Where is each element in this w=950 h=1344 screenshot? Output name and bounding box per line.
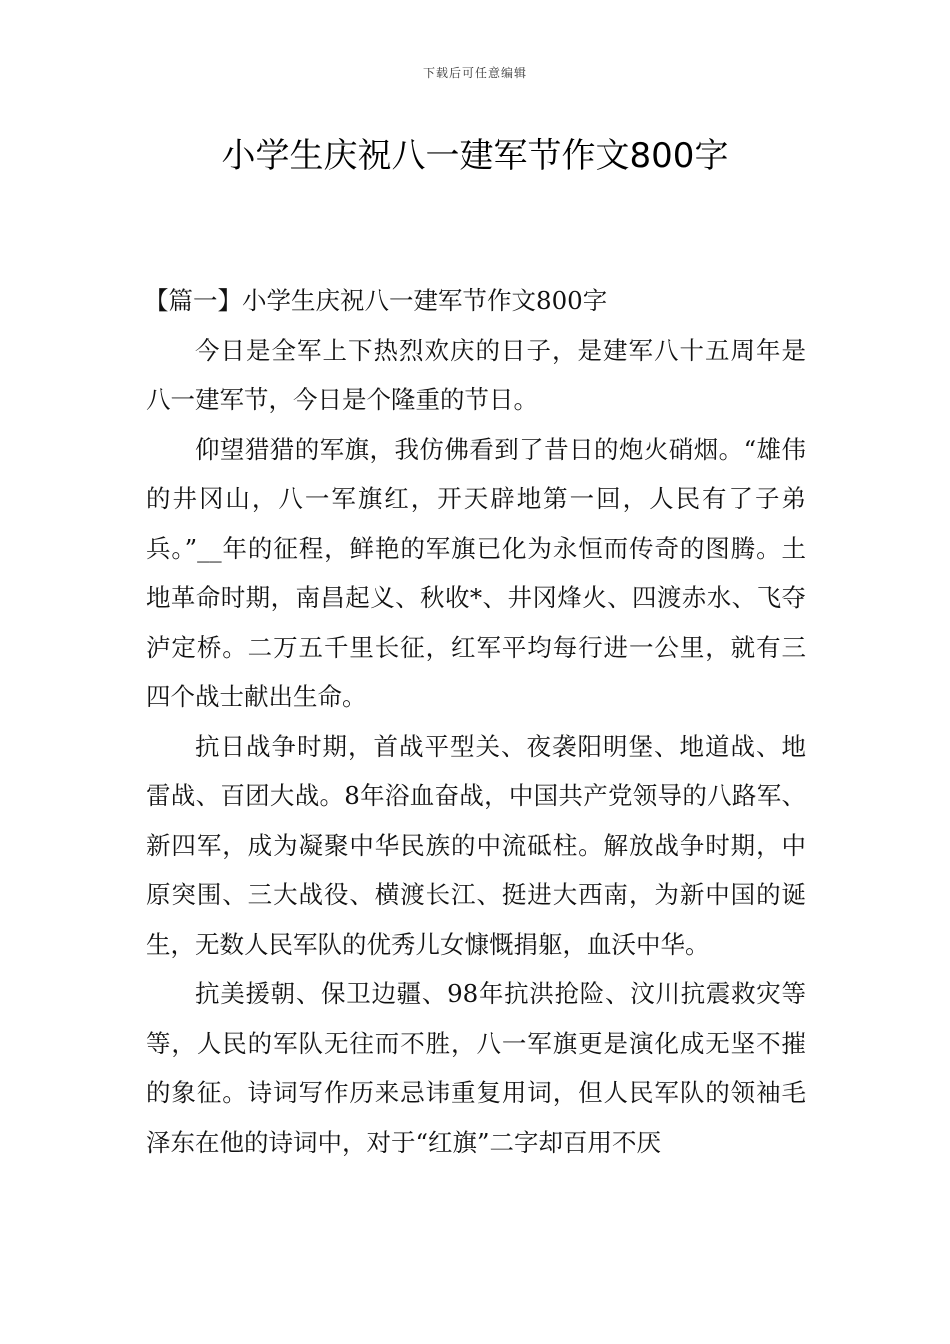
document-title: 小学生庆祝八一建军节作文800字: [221, 136, 729, 176]
paragraph-1: 今日是全军上下热烈欢庆的日子，是建军八十五周年是八一建军节，今日是个隆重的节日。: [146, 335, 806, 414]
section-heading: 【篇一】小学生庆祝八一建军节作文800字: [144, 286, 608, 315]
paragraph-2: 仰望猎猎的军旗，我仿佛看到了昔日的炮火硝烟。“雄伟的井冈山，八一军旗红，开天辟地第一回，人民有了子弟兵。”__年的征程，鲜艳的军旗已化为永恒而传奇的图腾。土地革命时期，南昌起义、秋收*、井冈烽火、四渡赤水、飞夺泸定桥。二万五千里长征，红军平均每行进一公里，就有三四个战士献出生命。: [146, 434, 806, 711]
paragraph-3: 抗日战争时期，首战平型关、夜袭阳明堡、地道战、地雷战、百团大战。8年浴血奋战，中国共产党领导的八路军、新四军，成为凝聚中华民族的中流砥柱。解放战争时期，中原突围、三大战役、横渡长江、挺进大西南，为新中国的诞生，无数人民军队的优秀儿女慷慨捐躯，血沃中华。: [146, 731, 806, 959]
paragraph-4: 抗美援朝、保卫边疆、98年抗洪抢险、汶川抗震救灾等等，人民的军队无往而不胜，八一军旗更是演化成无坚不摧的象征。诗词写作历来忌讳重复用词，但人民军队的领袖毛泽东在他的诗词中，对于“红旗”二字却百用不厌: [146, 979, 806, 1157]
header-note: 下载后可任意编辑: [422, 66, 527, 80]
document-body: [146, 276, 806, 1167]
